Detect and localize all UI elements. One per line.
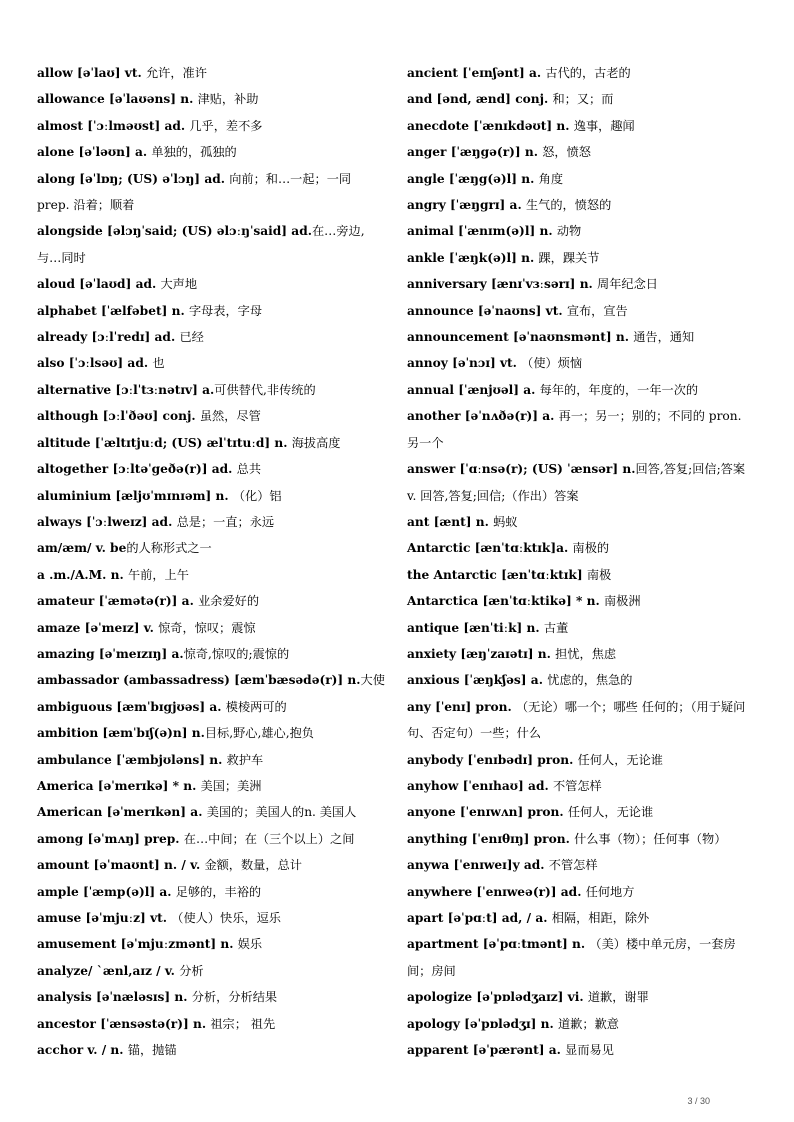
entry-headword: ancient [ˈeɪnʃənt] a. <box>407 66 546 80</box>
entry-definition: 再一；另一；别的；不同的 pron. 另一个 <box>407 409 742 450</box>
vocab-entry <box>37 403 385 429</box>
entry-headword: am/æm/ v. be <box>37 541 127 556</box>
vocab-entry <box>37 562 385 588</box>
entry-headword: ample [ˈæmp(ə)l] a. <box>37 884 176 899</box>
vocab-entry <box>407 747 755 773</box>
vocab-entry <box>37 271 385 297</box>
entry-headword: amazing [əˈmeɪzɪŋ] a. <box>37 646 184 661</box>
entry-definition: 锚，抛锚 <box>127 1043 177 1058</box>
page-number: 3 / 30 <box>687 1096 710 1106</box>
entry-headword: alphabet [ˈælfəbet] n. <box>37 303 189 318</box>
entry-headword: angle [ˈæŋg(ə)l] n. <box>407 171 539 186</box>
entry-definition: 生气的，愤怒的 <box>525 198 612 213</box>
entry-headword: alongside [əlɔŋˈsaid; (US) əlɔːŋˈsaid] ad. <box>37 224 312 239</box>
entry-definition: 南极的 <box>572 541 610 556</box>
vocab-entry <box>37 852 385 878</box>
vocab-entry <box>407 1011 755 1037</box>
entry-definition: 美国的；美国人的n. 美国人 <box>206 805 357 820</box>
entry-definition: 在…旁边,与…同时 <box>37 224 365 265</box>
entry-definition: 模棱两可的 <box>225 699 287 714</box>
vocab-entry <box>37 350 385 376</box>
entry-headword: ambulance [ˈæmbjʊləns] n. <box>37 752 227 767</box>
vocab-entry <box>407 852 755 878</box>
vocab-entry <box>37 139 385 165</box>
entry-definition: 南极 <box>586 567 612 582</box>
entry-definition: 周年纪念日 <box>597 277 658 292</box>
entry-definition: 什么事（物）；任何事（物） <box>574 831 727 846</box>
entry-definition: （美）楼中单元房，一套房间；房间 <box>407 937 736 978</box>
entry-headword: already [ɔːlˈredɪ] ad. <box>37 330 180 345</box>
entry-headword: amaze [əˈmeɪz] v. <box>37 620 159 635</box>
entry-definition: 的人称形式之一 <box>126 541 212 556</box>
vocab-entry <box>37 984 385 1010</box>
vocab-entry <box>407 166 755 192</box>
entry-definition: 显而易见 <box>565 1043 614 1058</box>
vocab-entry <box>407 562 755 588</box>
entry-definition: 蚂蚁 <box>493 514 518 529</box>
entry-definition: 忧虑的，焦急的 <box>547 673 633 688</box>
vocab-entry <box>37 113 385 139</box>
entry-headword: analyze/ ˋænl,aɪz / v. <box>37 963 180 978</box>
entry-headword: anywhere [ˈenɪweə(r)] ad. <box>407 884 586 899</box>
entry-headword: although [ɔːlˈðəʊ] conj. <box>37 409 200 424</box>
entry-headword: a .m./A.M. n. <box>37 567 128 582</box>
vocab-entry <box>37 324 385 350</box>
vocab-entry <box>407 60 755 86</box>
vocab-entry <box>407 931 755 984</box>
vocab-entry <box>407 615 755 641</box>
entry-headword: anxious [ˈæŋkʃəs] a. <box>407 673 548 688</box>
entry-headword: aloud [əˈlaʊd] ad. <box>37 277 161 292</box>
entry-definition: 任何地方 <box>585 884 635 899</box>
entry-headword: anyhow [ˈenɪhaʊ] ad. <box>407 778 553 793</box>
entry-definition: 任何人，无论谁 <box>577 752 663 767</box>
vocab-entry <box>407 113 755 139</box>
entry-headword: allowance [əˈlaʊəns] n. <box>37 92 198 107</box>
vocab-entry <box>37 456 385 482</box>
vocab-entry <box>37 86 385 112</box>
entry-definition: 惊奇,惊叹的;震惊的 <box>183 646 290 661</box>
vocab-entry <box>37 799 385 825</box>
vocab-entry <box>407 879 755 905</box>
entry-definition: 总共 <box>236 462 262 477</box>
entry-headword: ant [ænt] n. <box>407 514 494 529</box>
entry-definition: 古代的，古老的 <box>545 66 631 80</box>
entry-definition: 目标,野心,雄心,抱负 <box>204 726 314 741</box>
vocab-entry <box>407 535 755 561</box>
entry-definition: 通告，通知 <box>633 330 695 345</box>
entry-headword: antique [ænˈtiːk] n. <box>407 620 544 635</box>
vocab-entry <box>37 588 385 614</box>
vocab-entry <box>37 430 385 456</box>
entry-definition: 回答,答复;回信;答案 v. 回答,答复;回信;（作出）答案 <box>407 462 746 503</box>
entry-definition: 允许，准许 <box>146 66 207 80</box>
entry-headword: America [əˈmerɪkə] * n. <box>37 778 201 793</box>
entry-headword: anyone [ˈenɪwʌn] pron. <box>407 805 568 820</box>
vocab-entry <box>37 720 385 746</box>
entry-headword: anecdote [ˈænɪkdəʊt] n. <box>407 118 574 133</box>
entry-definition: （使人）快乐，逗乐 <box>171 911 281 925</box>
vocab-entry <box>37 773 385 799</box>
entry-headword: American [əˈmerɪkən] a. <box>37 805 207 820</box>
entry-definition: 分析 <box>179 963 204 978</box>
entry-headword: aluminium [æljʊˈmɪnɪəm] n. <box>37 488 233 503</box>
vocab-entry <box>407 641 755 667</box>
entry-headword: anger [ˈæŋgə(r)] n. <box>407 145 543 160</box>
entry-headword: allow [əˈlaʊ] vt. <box>37 66 146 80</box>
vocab-entry <box>37 826 385 852</box>
entry-definition: 海拔高度 <box>291 435 341 450</box>
entry-definition: 美国；美洲 <box>200 778 262 793</box>
entry-definition: 向前；和…一起；一同 prep. 沿着；顺着 <box>37 171 352 213</box>
entry-headword: altogether [ɔːltəˈgeðə(r)] ad. <box>37 462 237 477</box>
entry-definition: 大声地 <box>160 277 198 292</box>
entry-headword: amateur [ˈæmətə(r)] a. <box>37 594 199 609</box>
entry-definition: 金额，数量，总计 <box>204 858 302 873</box>
vocab-entry <box>407 298 755 324</box>
entry-headword: anxiety [æŋˈzaɪətɪ] n. <box>407 646 556 661</box>
entry-headword: ambition [æmˈbɪʃ(ə)n] n. <box>37 726 205 741</box>
entry-definition: 可供替代,非传统的 <box>214 382 316 397</box>
entry-definition: 踝，踝关节 <box>538 250 600 265</box>
entry-headword: apartment [əˈpɑːtmənt] n. <box>407 937 590 952</box>
vocab-entry <box>407 324 755 350</box>
vocab-entry <box>407 509 755 535</box>
entry-definition: 津贴，补助 <box>197 92 259 107</box>
vocab-entry <box>407 86 755 112</box>
entry-headword: almost [ˈɔːlməʊst] ad. <box>37 118 190 133</box>
right-column <box>407 60 755 1063</box>
entry-headword: apologize [əˈpɒlədʒaɪz] vi. <box>407 990 588 1005</box>
entry-definition: 业余爱好的 <box>198 594 260 609</box>
entry-headword: announcement [əˈnaʊnsmənt] n. <box>407 330 634 345</box>
entry-headword: ankle [ˈæŋk(ə)l] n. <box>407 250 539 265</box>
entry-headword: apology [əˈpɒlədʒɪ] n. <box>407 1016 558 1031</box>
entry-headword: Antarctic [ænˈtɑːktɪk]a. <box>407 541 573 556</box>
vocab-entry <box>37 615 385 641</box>
entry-headword: any [ˈenɪ] pron. <box>407 699 516 714</box>
vocab-entry <box>37 958 385 984</box>
entry-headword: also [ˈɔːlsəʊ] ad. <box>37 356 153 371</box>
vocab-entry <box>407 905 755 931</box>
vocab-entry <box>37 60 385 86</box>
vocab-entry <box>407 667 755 693</box>
vocab-entry <box>407 456 755 509</box>
entry-definition: 和；又；而 <box>552 92 614 107</box>
entry-definition: （无论）哪一个；哪些 任何的；（用于疑问句、否定句）一些；什么 <box>407 699 746 741</box>
vocab-entry <box>407 588 755 614</box>
entry-definition: 字母表，字母 <box>188 303 263 318</box>
vocab-entry <box>37 509 385 535</box>
entry-definition: 道歉；歉意 <box>557 1016 619 1031</box>
vocab-entry <box>407 984 755 1010</box>
entry-headword: along [əˈlɒŋ; (US) əˈlɔŋ] ad. <box>37 171 230 186</box>
entry-headword: always [ˈɔːlweɪz] ad. <box>37 514 177 529</box>
entry-definition: 逸事，趣闻 <box>573 118 635 133</box>
entry-headword: ambiguous [æmˈbɪgjʊəs] a. <box>37 699 226 714</box>
entry-definition: 每年的，年度的，一年一次的 <box>539 382 699 397</box>
entry-definition: 不管怎样 <box>552 778 602 793</box>
entry-headword: apparent [əˈpærənt] a. <box>407 1043 566 1058</box>
entry-definition: 任何人，无论谁 <box>567 805 654 820</box>
vocab-entry <box>407 403 755 456</box>
entry-definition: 道歉，谢罪 <box>587 990 649 1005</box>
entry-definition: 怒，愤怒 <box>542 145 591 160</box>
entry-definition: （使）烦恼 <box>521 356 583 371</box>
entry-headword: amuse [əˈmjuːz] vt. <box>37 911 172 925</box>
vocab-entry <box>407 218 755 244</box>
vocab-entry <box>37 694 385 720</box>
entry-definition: 动物 <box>556 224 582 239</box>
entry-headword: anniversary [ænɪˈvɜːsərɪ] n. <box>407 277 598 292</box>
vocab-entry <box>407 192 755 218</box>
entry-headword: annoy [əˈnɔɪ] vt. <box>407 356 522 371</box>
vocab-entry <box>37 298 385 324</box>
entry-definition: 宣布，宣告 <box>566 303 628 318</box>
entry-headword: the Antarctic [ænˈtɑːktɪk] <box>407 567 587 582</box>
entry-definition: 单独的，孤独的 <box>151 145 237 160</box>
vocab-entry <box>37 641 385 667</box>
entry-definition: 也 <box>152 356 165 371</box>
entry-definition: 大使 <box>360 673 385 688</box>
vocab-entry <box>37 667 385 693</box>
entry-definition: 不管怎样 <box>548 858 598 873</box>
entry-headword: amusement [əˈmjuːzmənt] n. <box>37 937 238 952</box>
entry-headword: another [əˈnʌðə(r)] a. <box>407 409 559 424</box>
vocab-entry <box>37 905 385 931</box>
entry-headword: answer [ˈɑːnsə(r); (US) ˈænsər] n. <box>407 462 636 477</box>
entry-headword: anybody [ˈenɪbədɪ] pron. <box>407 752 578 767</box>
vocab-entry <box>37 483 385 509</box>
entry-headword: alone [əˈləʊn] a. <box>37 145 152 160</box>
entry-definition: 古董 <box>543 620 569 635</box>
vocab-entry <box>37 879 385 905</box>
vocab-entry <box>407 139 755 165</box>
entry-definition: 角度 <box>538 171 564 186</box>
entry-definition: 祖宗； 祖先 <box>210 1016 276 1031</box>
entry-definition: 娱乐 <box>237 937 263 952</box>
entry-headword: ancestor [ˈænsəstə(r)] n. <box>37 1016 211 1031</box>
entry-headword: acchor v. / n. <box>37 1043 128 1058</box>
entry-definition: 几乎，差不多 <box>189 118 263 133</box>
vocab-entry <box>37 377 385 403</box>
vocab-entry <box>37 1037 385 1063</box>
vocab-entry <box>407 350 755 376</box>
entry-definition: 午前，上午 <box>128 567 189 582</box>
entry-definition: （化）铝 <box>232 488 282 503</box>
entry-definition: 惊奇，惊叹；震惊 <box>158 620 256 635</box>
entry-headword: amount [əˈmaʊnt] n. / v. <box>37 858 205 873</box>
vocab-entry <box>407 377 755 403</box>
vocab-entry <box>37 931 385 957</box>
entry-definition: 总是；一直；永远 <box>176 514 275 529</box>
vocab-entry <box>407 1037 755 1063</box>
entry-definition: 相隔，相距，除外 <box>551 911 650 925</box>
vocab-entry <box>37 535 385 561</box>
entry-definition: 南极洲 <box>603 594 641 609</box>
entry-headword: Antarctica [ænˈtɑːktikə] * n. <box>407 594 604 609</box>
entry-headword: anything [ˈenɪθɪŋ] pron. <box>407 831 575 846</box>
entry-headword: angry [ˈæŋgrɪ] a. <box>407 198 526 213</box>
entry-headword: alternative [ɔːlˈtɜːnətɪv] a. <box>37 382 215 397</box>
entry-definition: 担忧，焦虑 <box>555 646 617 661</box>
entry-headword: and [ənd, ænd] conj. <box>407 92 553 107</box>
vocab-entry <box>407 826 755 852</box>
entry-headword: apart [əˈpɑːt] ad, / a. <box>407 911 552 925</box>
entry-headword: altitude [ˈæltɪtjuːd; (US) ælˈtɪtuːd] n. <box>37 435 292 450</box>
vocab-entry <box>407 245 755 271</box>
entry-definition: 救护车 <box>226 752 264 767</box>
entry-definition: 已经 <box>179 330 204 345</box>
vocab-entry <box>37 218 385 271</box>
vocab-entry <box>37 166 385 219</box>
vocab-entry <box>37 1011 385 1037</box>
entry-definition: 分析，分析结果 <box>191 990 278 1005</box>
vocab-entry <box>407 694 755 747</box>
entry-headword: analysis [əˈnæləsɪs] n. <box>37 990 192 1005</box>
entry-headword: announce [əˈnaʊns] vt. <box>407 303 567 318</box>
left-column <box>37 60 385 1063</box>
entry-headword: ambassador (ambassadress) [æmˈbæsədə(r)] n. <box>37 673 361 688</box>
entry-headword: animal [ˈænɪm(ə)l] n. <box>407 224 557 239</box>
entry-headword: among [əˈmʌŋ] prep. <box>37 831 184 846</box>
vocab-entry <box>407 773 755 799</box>
vocab-entry <box>37 747 385 773</box>
entry-definition: 在…中间；在（三个以上）之间 <box>183 831 355 846</box>
vocab-entry <box>407 271 755 297</box>
entry-headword: annual [ˈænjʊəl] a. <box>407 382 540 397</box>
vocab-entry <box>407 799 755 825</box>
entry-definition: 虽然，尽管 <box>199 409 261 424</box>
entry-headword: anywa [ˈenɪweɪ]y ad. <box>407 858 549 873</box>
entry-definition: 足够的，丰裕的 <box>175 884 262 899</box>
